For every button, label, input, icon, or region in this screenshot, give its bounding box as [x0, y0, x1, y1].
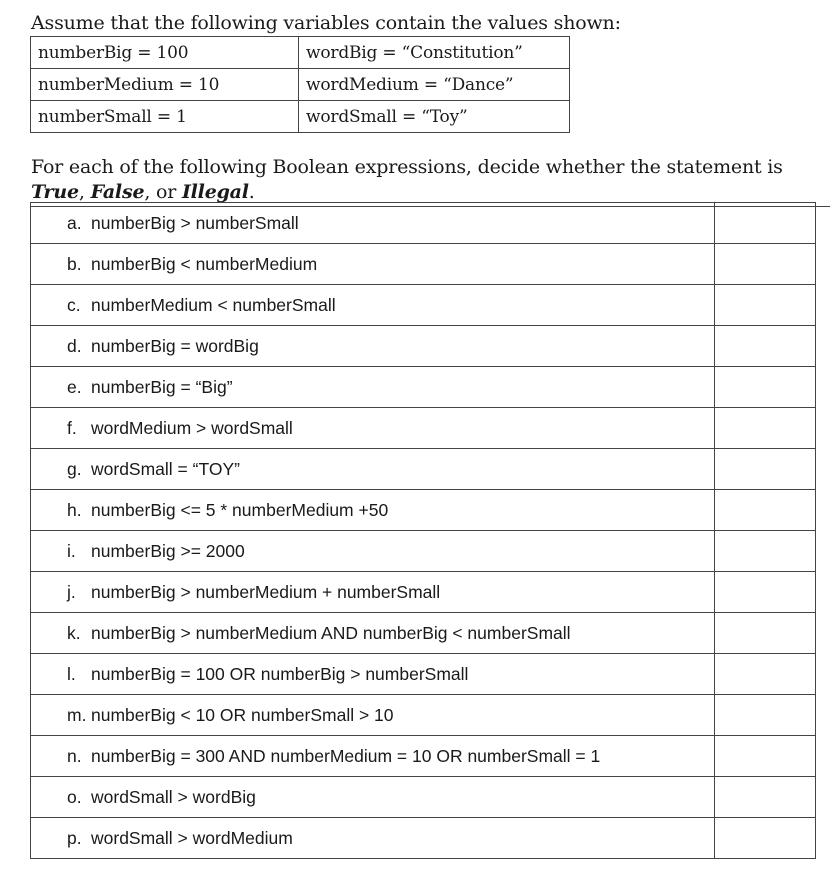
question-row: [31, 285, 816, 326]
question-text: numberBig = 300 AND numberMedium = 10 OR numberSmall = 1: [91, 745, 601, 766]
answer-cell[interactable]: [715, 818, 816, 859]
question-text: numberBig >= 2000: [91, 540, 245, 561]
question-text: wordMedium > wordSmall: [91, 417, 293, 438]
question-row: [31, 613, 816, 654]
question-cell: [31, 490, 715, 531]
question-label: i.: [67, 540, 76, 561]
question-row: [31, 326, 816, 367]
question-cell: [31, 244, 715, 285]
period: .: [248, 181, 255, 203]
question-label: m.: [67, 704, 87, 725]
question-row: [31, 654, 816, 695]
intro-text: Assume that the following variables contain the values shown:: [31, 12, 621, 34]
question-row: [31, 572, 816, 613]
question-row: [31, 777, 816, 818]
answer-cell[interactable]: [715, 613, 816, 654]
answer-cell[interactable]: [715, 777, 816, 818]
question-label: g.: [67, 458, 82, 479]
question-cell: [31, 531, 715, 572]
question-cell: [31, 203, 715, 244]
question-cell: [31, 654, 715, 695]
question-cell: [31, 777, 715, 818]
question-label: e.: [67, 376, 82, 397]
question-label: j.: [67, 581, 76, 602]
question-cell: [31, 285, 715, 326]
question-label: l.: [67, 663, 76, 684]
question-cell: [31, 818, 715, 859]
variable-row: [31, 101, 570, 133]
question-row: [31, 203, 816, 244]
question-text: numberBig < numberMedium: [91, 253, 318, 274]
answer-cell[interactable]: [715, 408, 816, 449]
answer-cell[interactable]: [715, 449, 816, 490]
answer-cell[interactable]: [715, 736, 816, 777]
question-row: [31, 367, 816, 408]
question-text: numberBig = 100 OR numberBig > numberSmall: [91, 663, 469, 684]
answer-cell[interactable]: [715, 531, 816, 572]
question-cell: [31, 408, 715, 449]
question-label: a.: [67, 212, 82, 233]
question-label: n.: [67, 745, 82, 766]
answer-cell[interactable]: [715, 203, 816, 244]
question-text: numberBig < 10 OR numberSmall > 10: [91, 704, 394, 725]
question-row: [31, 490, 816, 531]
answer-cell[interactable]: [715, 572, 816, 613]
number-variable-cell: numberSmall = 1: [31, 101, 299, 133]
question-cell: [31, 449, 715, 490]
question-text: numberBig > numberMedium AND numberBig < numberSmall: [91, 622, 571, 643]
question-row: [31, 408, 816, 449]
illegal-word: Illegal: [181, 181, 249, 203]
question-label: o.: [67, 786, 82, 807]
question-cell: [31, 572, 715, 613]
question-row: [31, 531, 816, 572]
question-label: k.: [67, 622, 81, 643]
question-text: numberBig > numberMedium + numberSmall: [91, 581, 441, 602]
answer-cell[interactable]: [715, 490, 816, 531]
instructions-line-1: For each of the following Boolean expressions, decide whether the statement is: [31, 156, 783, 178]
question-label: f.: [67, 417, 77, 438]
separator-2: , or: [144, 181, 182, 203]
question-cell: [31, 736, 715, 777]
variable-row: [31, 69, 570, 101]
answer-cell[interactable]: [715, 326, 816, 367]
question-cell: [31, 695, 715, 736]
question-cell: [31, 326, 715, 367]
question-label: b.: [67, 253, 82, 274]
true-word: True: [31, 181, 79, 203]
word-variable-cell: wordMedium = “Dance”: [299, 69, 570, 101]
answer-cell[interactable]: [715, 367, 816, 408]
question-cell: [31, 613, 715, 654]
questions-table: [30, 202, 816, 859]
question-row: [31, 818, 816, 859]
instructions: [31, 155, 783, 205]
question-text: numberBig = wordBig: [91, 335, 259, 356]
question-row: [31, 244, 816, 285]
question-text: numberBig <= 5 * numberMedium +50: [91, 499, 389, 520]
question-cell: [31, 367, 715, 408]
question-label: h.: [67, 499, 82, 520]
question-row: [31, 449, 816, 490]
false-word: False: [90, 181, 145, 203]
answer-cell[interactable]: [715, 285, 816, 326]
question-label: d.: [67, 335, 82, 356]
question-label: c.: [67, 294, 81, 315]
question-text: wordSmall > wordBig: [91, 786, 256, 807]
question-text: wordSmall > wordMedium: [91, 827, 293, 848]
question-text: numberBig = “Big”: [91, 376, 233, 397]
word-variable-cell: wordSmall = “Toy”: [299, 101, 570, 133]
question-text: wordSmall = “TOY”: [91, 458, 240, 479]
answer-cell[interactable]: [715, 695, 816, 736]
question-label: p.: [67, 827, 82, 848]
answer-cell[interactable]: [715, 654, 816, 695]
word-variable-cell: wordBig = “Constitution”: [299, 37, 570, 69]
variable-row: [31, 37, 570, 69]
answer-cell[interactable]: [715, 244, 816, 285]
question-text: numberBig > numberSmall: [91, 212, 299, 233]
separator-1: ,: [78, 181, 91, 203]
question-row: [31, 736, 816, 777]
question-text: numberMedium < numberSmall: [91, 294, 336, 315]
number-variable-cell: numberBig = 100: [31, 37, 299, 69]
number-variable-cell: numberMedium = 10: [31, 69, 299, 101]
variables-table: [30, 36, 570, 133]
question-row: [31, 695, 816, 736]
